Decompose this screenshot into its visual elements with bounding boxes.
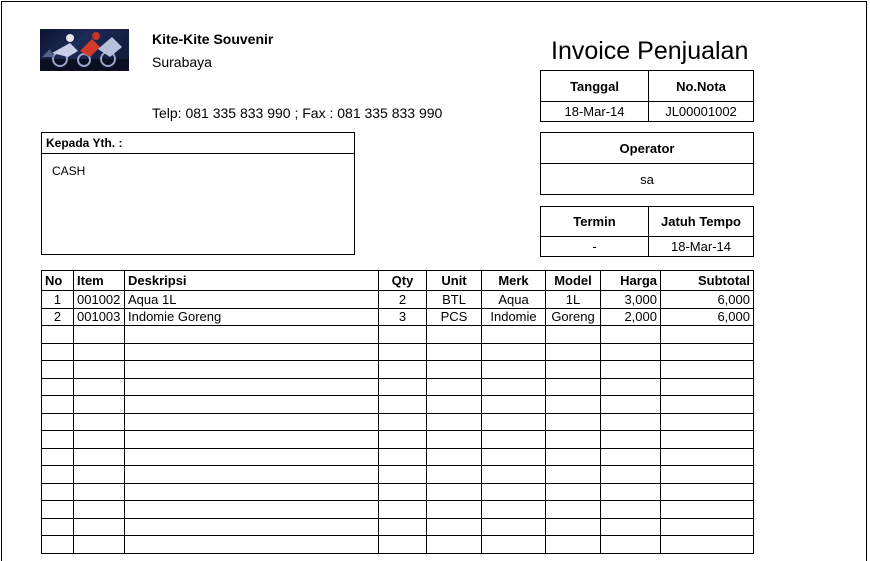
- empty-cell: [74, 431, 125, 449]
- table-row: [42, 308, 754, 326]
- empty-cell: [74, 396, 125, 414]
- row-unit: PCS: [427, 308, 482, 326]
- empty-cell: [601, 413, 661, 431]
- empty-cell: [42, 483, 74, 501]
- empty-cell: [379, 536, 427, 554]
- empty-cell: [546, 378, 601, 396]
- items-header-row: [42, 271, 754, 291]
- empty-cell: [601, 396, 661, 414]
- row-deskripsi: Indomie Goreng: [125, 308, 379, 326]
- empty-cell: [74, 466, 125, 484]
- empty-cell: [42, 431, 74, 449]
- empty-cell: [482, 448, 546, 466]
- empty-cell: [546, 466, 601, 484]
- empty-cell: [482, 413, 546, 431]
- empty-cell: [42, 518, 74, 536]
- empty-cell: [661, 361, 754, 379]
- empty-cell: [661, 466, 754, 484]
- customer-label: Kepada Yth. :: [42, 133, 354, 154]
- operator-label: Operator: [541, 133, 754, 164]
- empty-cell: [661, 536, 754, 554]
- empty-cell: [482, 396, 546, 414]
- empty-cell: [482, 326, 546, 344]
- row-unit: BTL: [427, 291, 482, 309]
- tanggal-value: 18-Mar-14: [541, 102, 649, 122]
- empty-cell: [546, 343, 601, 361]
- empty-cell: [125, 326, 379, 344]
- empty-cell: [427, 343, 482, 361]
- empty-cell: [427, 466, 482, 484]
- empty-cell: [379, 483, 427, 501]
- col-no: No: [42, 271, 74, 291]
- empty-table-row: [42, 483, 754, 501]
- empty-cell: [42, 413, 74, 431]
- empty-table-row: [42, 536, 754, 554]
- empty-cell: [125, 466, 379, 484]
- empty-cell: [601, 361, 661, 379]
- row-harga: 2,000: [601, 308, 661, 326]
- empty-cell: [379, 501, 427, 519]
- items-table: [41, 270, 754, 554]
- empty-cell: [482, 466, 546, 484]
- col-harga: Harga: [601, 271, 661, 291]
- empty-cell: [427, 518, 482, 536]
- empty-cell: [601, 501, 661, 519]
- empty-cell: [42, 536, 74, 554]
- company-city: Surabaya: [152, 54, 212, 70]
- empty-cell: [379, 448, 427, 466]
- company-contact: Telp: 081 335 833 990 ; Fax : 081 335 833 990: [152, 105, 443, 121]
- date-nota-table: [540, 70, 754, 122]
- empty-cell: [125, 361, 379, 379]
- empty-cell: [601, 518, 661, 536]
- nota-label: No.Nota: [649, 71, 754, 102]
- empty-cell: [427, 378, 482, 396]
- empty-cell: [546, 448, 601, 466]
- empty-cell: [379, 343, 427, 361]
- empty-cell: [74, 361, 125, 379]
- empty-cell: [74, 343, 125, 361]
- empty-cell: [74, 518, 125, 536]
- empty-cell: [546, 326, 601, 344]
- empty-cell: [42, 501, 74, 519]
- customer-name: CASH: [52, 164, 86, 178]
- empty-cell: [661, 448, 754, 466]
- empty-table-row: [42, 378, 754, 396]
- empty-cell: [601, 343, 661, 361]
- row-deskripsi: Aqua 1L: [125, 291, 379, 309]
- empty-cell: [379, 378, 427, 396]
- empty-cell: [42, 326, 74, 344]
- empty-cell: [427, 431, 482, 449]
- empty-cell: [427, 413, 482, 431]
- row-no: 2: [42, 308, 74, 326]
- empty-cell: [42, 343, 74, 361]
- empty-cell: [661, 343, 754, 361]
- empty-cell: [601, 326, 661, 344]
- empty-cell: [427, 396, 482, 414]
- empty-cell: [661, 396, 754, 414]
- empty-cell: [427, 326, 482, 344]
- row-item: 001002: [74, 291, 125, 309]
- termin-label: Termin: [541, 207, 649, 237]
- row-item: 001003: [74, 308, 125, 326]
- empty-cell: [601, 378, 661, 396]
- empty-cell: [546, 396, 601, 414]
- empty-cell: [42, 448, 74, 466]
- empty-table-row: [42, 343, 754, 361]
- empty-cell: [661, 483, 754, 501]
- empty-cell: [42, 378, 74, 396]
- empty-cell: [42, 396, 74, 414]
- col-subtotal: Subtotal: [661, 271, 754, 291]
- empty-cell: [74, 501, 125, 519]
- empty-table-row: [42, 466, 754, 484]
- operator-value: sa: [541, 164, 754, 195]
- empty-cell: [125, 396, 379, 414]
- empty-cell: [74, 448, 125, 466]
- empty-cell: [482, 343, 546, 361]
- empty-cell: [379, 466, 427, 484]
- row-harga: 3,000: [601, 291, 661, 309]
- col-unit: Unit: [427, 271, 482, 291]
- empty-cell: [482, 483, 546, 501]
- col-merk: Merk: [482, 271, 546, 291]
- row-subtotal: 6,000: [661, 291, 754, 309]
- empty-cell: [125, 343, 379, 361]
- empty-cell: [379, 413, 427, 431]
- empty-cell: [125, 413, 379, 431]
- row-model: Goreng: [546, 308, 601, 326]
- company-name: Kite-Kite Souvenir: [152, 31, 274, 47]
- operator-table: [540, 132, 754, 195]
- empty-table-row: [42, 361, 754, 379]
- empty-cell: [125, 518, 379, 536]
- empty-cell: [601, 483, 661, 501]
- empty-cell: [125, 501, 379, 519]
- empty-table-row: [42, 518, 754, 536]
- empty-cell: [546, 361, 601, 379]
- empty-cell: [482, 536, 546, 554]
- empty-cell: [125, 483, 379, 501]
- row-subtotal: 6,000: [661, 308, 754, 326]
- table-row: [42, 291, 754, 309]
- empty-cell: [661, 413, 754, 431]
- empty-cell: [546, 431, 601, 449]
- empty-cell: [661, 431, 754, 449]
- col-deskripsi: Deskripsi: [125, 271, 379, 291]
- jatuh-tempo-value: 18-Mar-14: [649, 237, 754, 257]
- empty-cell: [661, 518, 754, 536]
- empty-cell: [601, 431, 661, 449]
- empty-cell: [42, 466, 74, 484]
- empty-cell: [379, 326, 427, 344]
- empty-cell: [125, 431, 379, 449]
- row-qty: 2: [379, 291, 427, 309]
- empty-cell: [601, 466, 661, 484]
- empty-cell: [379, 361, 427, 379]
- empty-cell: [661, 378, 754, 396]
- invoice-title: Invoice Penjualan: [551, 37, 749, 65]
- nota-value: JL00001002: [649, 102, 754, 122]
- empty-cell: [125, 378, 379, 396]
- empty-cell: [601, 448, 661, 466]
- empty-cell: [42, 361, 74, 379]
- empty-table-row: [42, 326, 754, 344]
- empty-cell: [546, 536, 601, 554]
- empty-cell: [482, 378, 546, 396]
- empty-cell: [74, 413, 125, 431]
- empty-cell: [74, 326, 125, 344]
- row-merk: Indomie: [482, 308, 546, 326]
- empty-cell: [74, 378, 125, 396]
- col-item: Item: [74, 271, 125, 291]
- jatuh-tempo-label: Jatuh Tempo: [649, 207, 754, 237]
- termin-table: [540, 206, 754, 257]
- empty-table-row: [42, 413, 754, 431]
- company-logo: [40, 29, 129, 71]
- empty-cell: [482, 361, 546, 379]
- empty-cell: [482, 501, 546, 519]
- empty-cell: [74, 483, 125, 501]
- row-qty: 3: [379, 308, 427, 326]
- empty-cell: [125, 536, 379, 554]
- empty-cell: [379, 431, 427, 449]
- empty-cell: [661, 326, 754, 344]
- empty-cell: [427, 483, 482, 501]
- empty-cell: [379, 518, 427, 536]
- empty-cell: [427, 501, 482, 519]
- empty-cell: [427, 361, 482, 379]
- empty-cell: [125, 448, 379, 466]
- empty-cell: [661, 501, 754, 519]
- tanggal-label: Tanggal: [541, 71, 649, 102]
- col-model: Model: [546, 271, 601, 291]
- empty-cell: [74, 536, 125, 554]
- row-merk: Aqua: [482, 291, 546, 309]
- empty-cell: [482, 518, 546, 536]
- empty-cell: [546, 501, 601, 519]
- empty-table-row: [42, 396, 754, 414]
- empty-cell: [379, 396, 427, 414]
- empty-cell: [546, 518, 601, 536]
- empty-cell: [546, 483, 601, 501]
- empty-table-row: [42, 501, 754, 519]
- empty-table-row: [42, 431, 754, 449]
- empty-cell: [546, 413, 601, 431]
- col-qty: Qty: [379, 271, 427, 291]
- empty-cell: [601, 536, 661, 554]
- customer-box: [41, 132, 355, 255]
- empty-cell: [482, 431, 546, 449]
- empty-cell: [427, 448, 482, 466]
- empty-table-row: [42, 448, 754, 466]
- empty-cell: [427, 536, 482, 554]
- row-no: 1: [42, 291, 74, 309]
- row-model: 1L: [546, 291, 601, 309]
- termin-value: -: [541, 237, 649, 257]
